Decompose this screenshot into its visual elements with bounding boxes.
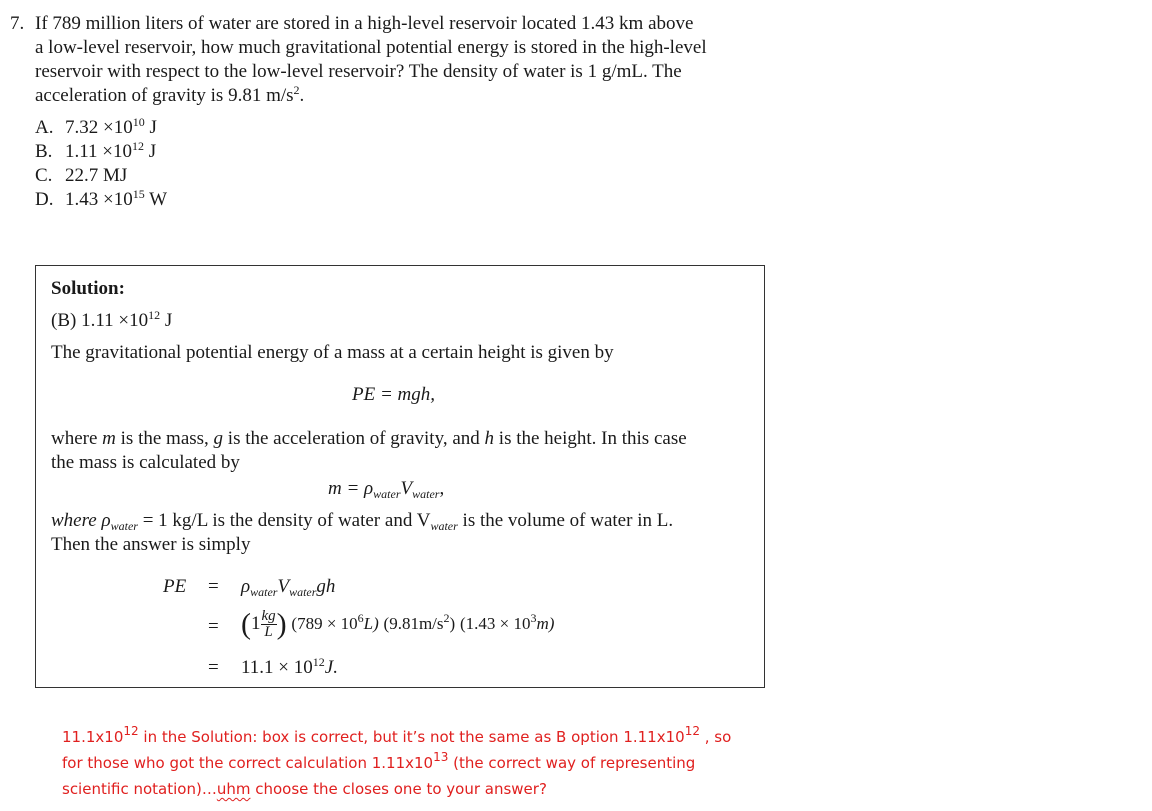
equation-mass: $m = \rho_{water}V_{water}$, [328, 478, 445, 501]
solution-para2-line1: where $\rho_{water} = 1$ kg/L is the density of water and $V_{water}$ is the volume of water in L. [51, 510, 674, 533]
fraction-kg-per-l: $\frac{kg}{L}$ [261, 608, 276, 641]
annotation-note [62, 724, 762, 802]
question-line-4: acceleration of gravity is 9.81 $m/s^2$. [35, 83, 305, 106]
question-line-2: a low-level reservoir, how much gravitational potential energy is stored in the high-level [35, 37, 707, 58]
eqarray-eq-3: = [208, 657, 219, 678]
eqarray-row-2: (1 $\frac{kg}{L}$ ) $(789 \times 10^6L)$ $(9.81m/s^2) (1.43 \times 10^3m)$ [241, 607, 555, 641]
answer-options [35, 116, 167, 212]
option-d: D. $1.43 \times 10^{15}$ W [35, 187, 168, 210]
option-a: A. $7.32 \times 10^{10}$ J [35, 115, 157, 138]
solution-answer: (B) $1.11 \times 10^{12}$ J [51, 308, 173, 331]
solution-intro: The gravitational potential energy of a mass at a certain height is given by [51, 342, 614, 363]
solution-para2-line2: Then the answer is simply [51, 534, 251, 555]
solution-para1-line2: the mass is calculated by [51, 452, 240, 473]
note-line-1: $11.1x10^{12}$ in the Solution: box is correct, but it’s not the same as B option $1.11x10^{12}$ , so [62, 724, 732, 746]
question-line-3: reservoir with respect to the low-level reservoir? The density of water is 1 g/mL. The [35, 61, 682, 82]
question-line-1: If 789 million liters of water are stored in a high-level reservoir located 1.43 km above [35, 13, 694, 34]
question-block [10, 12, 780, 108]
solution-para1-line1: where m is the mass, g is the acceleration of gravity, and h is the height. In this case [51, 428, 687, 449]
equation-pe-mgh: PE = mgh, [352, 384, 436, 405]
question-text [35, 12, 780, 108]
eqarray-lhs: PE [163, 576, 187, 597]
eqarray-row-3: $11.1 \times 10^{12}J$. [241, 655, 338, 678]
eqarray-row-1: $\rho_{water}V_{water}gh$ [241, 576, 336, 599]
note-line-2: for those who got the correct calculation $1.11x10^{13}$ (the correct way of representing [62, 750, 696, 772]
option-c: C. 22.7 MJ [35, 165, 128, 186]
eqarray-eq-1: = [208, 576, 219, 597]
option-b: B. $1.11 \times 10^{12}$ J [35, 139, 157, 162]
note-line-3: scientific notation)…uhm choose the closes one to your answer? [62, 780, 547, 798]
spellcheck-uhm: uhm [216, 780, 251, 798]
question-number: 7. [10, 13, 25, 34]
solution-box [35, 265, 765, 688]
eqarray-eq-2: = [208, 616, 219, 637]
solution-heading: Solution: [51, 278, 125, 299]
